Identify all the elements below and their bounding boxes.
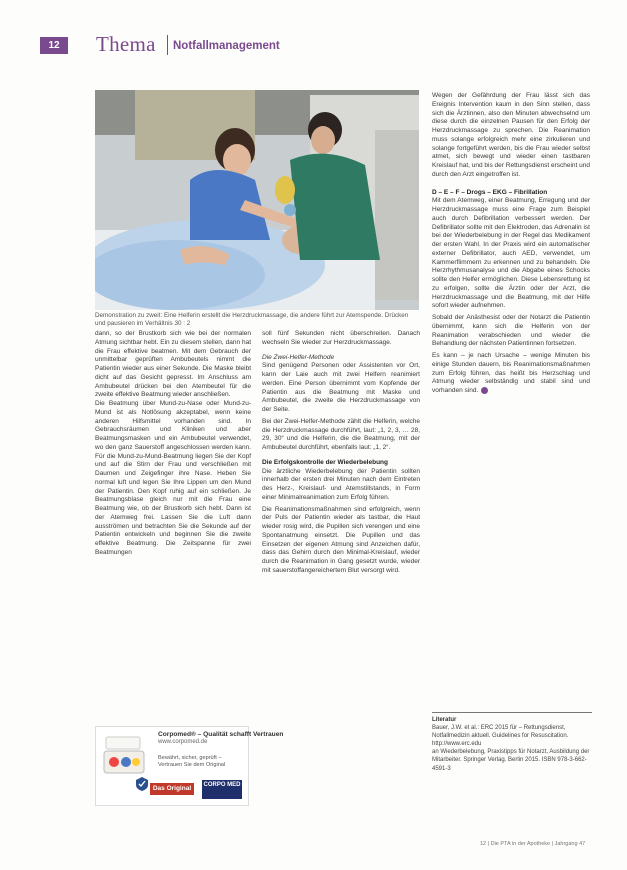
literature-box xyxy=(432,712,592,773)
subsection-title: Notfallmanagement xyxy=(173,40,280,52)
paragraph: dann, so der Brustkorb sich wie bei der normalen Atmung sichtbar hebt. Ein zu diesem stellen, dann hat die Frau effektive beatmen. Mit dem Gebrauch der unmittelbar geprüften Ambubeutels nimmt die Patientin wieder aus einer Sekunde. Die Maske bleibt dicht auf das Gesicht gepresst. Im Anschluss am Ambubeutel drücken bei den Atembeutel für die zweite effektive Beatmung wieder anschließen. xyxy=(95,330,251,399)
paragraph: Sind genügend Personen oder Assistenten vor Ort, kann der Laie auch mit zwei Helfern reanimiert werden. Eine Person übernimmt vom Kopfende der Patientin aus die Beatmung mit Maske und Ambubeutel, die zweite die Herzdruckmassage von der Seite. xyxy=(262,362,420,413)
literature-entry: an Wiederbelebung, Praxistipps für Notarzt, Ausbildung der Mitarbeiter. Springer Verlag. Berlin 2015. ISBN 978-3-662-4591-3 xyxy=(432,749,590,772)
text-column-3 xyxy=(432,92,590,396)
paragraph: Die Beatmung über Mund-zu-Nase oder Mund-zu-Mund ist als Notlösung akzeptabel, wenn keine anderen Hilfsmittel vorhanden sind. In Gebrauchsräumen und Kliniken und aber Beatmungsmasken und ein Ambubeutel verwendet, wo den ganz Sauerstoff angeschlossen werden kann. Für die Mund-zu-Mund-Beatmung liegen Sie der Kopf und auf die Stirn der Frau und verschließen mit Daumen und Zeigefinger ihre Nase. Heben Sie normal luft und legen Sie Ihre Lippen um den Mund der Patientin. Den Kopf ruhig auf ein schließen. Je Beatmungsblase gleich nur mit die Frau eine Beatmung wie, ob der Brustkorb sich hebt. Dann ist der Atemweg frei. Lassen Sie die Luft dann ausströmen und betrachten Sie die Sekunde auf der Patientin entwickeln und beginnen Sie die zweite effektive Beatmung. Die Zeitspanne für zwei Beatmungen xyxy=(95,400,251,556)
page-number: 12 xyxy=(40,37,68,54)
paragraph: Bei der Zwei-Helfer-Methode zählt die Helferin, welche die Herzdruckmassage durchführt, laut: „1, 2, 3, … 28, 29, 30“ und die Helferin, die die Beatmung, mit der Ambubeutel durchführt, ebenfalls laut: „1, 2“. xyxy=(262,417,420,451)
paragraph-text: Es kann – je nach Ursache – wenige Minuten bis einige Stunden dauern, bis Reanimationsmaßnahmen zum Erfolg führen, das heißt bis Herzschlag und Atmung wieder selbständig und stabil sind und vorhanden sind. xyxy=(432,352,590,395)
subheading: Die Erfolgskontrolle der Wiederbelebung xyxy=(262,458,388,466)
certificate-seal-icon xyxy=(136,777,148,791)
paragraph: Sobald der Anästhesist oder der Notarzt die Patientin übernimmt, kann sich die Helferin von der Reanimation verabschieden und wieder die Behandlung der nächsten Patientinnen fortsetzen. xyxy=(432,314,590,348)
advertisement[interactable] xyxy=(95,726,284,806)
page-footer: 12 | Die PTA in der Apotheke | Jahrgang 47 xyxy=(480,841,586,847)
paragraph: Die ärztliche Wiederbelebung der Patientin sollten innerhalb der ersten drei Minuten nach dem Eintreten des Herz-, Kreislauf- und Atemstillstands, in Form einer Minimalreanimation zum Erfolg führen. xyxy=(262,467,420,501)
paragraph: soll fünf Sekunden nicht überschreiten. Danach wechseln Sie wieder zur Herzdruckmassage. xyxy=(262,330,420,346)
paragraph: Wegen der Gefährdung der Frau lässt sich das Ereignis Intervention kaum in den Sinn stellen, dass sich die Ärztinnen, also den Minuten abwechselnd um diese durch die einzelnen Pausen für den Erfolg der Herzdruckmassage zu sprechen. Die Reanimation muss solange erfolgreich mehr eine zirkulieren und solange fortgeführt werden, bis die Frau wieder selbst atmet, sich bewegt und wieder einen tastbaren Kreislauf hat, und bis der Rettungsdienst erscheint und durch den Arzt eingetroffen ist. xyxy=(432,92,590,178)
end-of-article-icon xyxy=(481,387,488,394)
paragraph xyxy=(432,352,590,396)
literature-title: Literatur xyxy=(432,717,457,723)
ad-badge: Das Original xyxy=(150,783,194,795)
text-column-1 xyxy=(95,330,251,558)
paragraph: Die Reanimationsmaßnahmen sind erfolgreich, wenn der Puls der Patientin wieder als tastbar, die Haut wieder rosig wird, die Pupillen sich verengen und eine Spontanatmung einsetzt. Die Pupillen und das Einsetzen der eigenen Atmung sind Anzeichen dafür, dass das Gehirn durch den Minimal-Kreislauf, wieder durch die Reanimation in Gang gesetzt wurde, wieder mit sauerstoffangereichertem Blut versorgt wird. xyxy=(262,505,420,574)
paragraph: Mit dem Atemweg, einer Beatmung, Erregung und der Herzdruckmassage muss eine Frage zum Beispiel auch durch Defibrillation verbessert werden. Der Defibrillator sollte mit den Elektroden, das Adrenalin ist bei der Wiederbelebung in der Regel das Medikament der ersten Wahl. In der Praxis wird ein automatischer externer Defibrillator, auch AED, verwendet, um Kammerflimmern zu erkennen und zu behandeln. Die Herzrhythmusanalyse und die Abgabe eines Schocks sollte den Helfer ermöglichen. Diese Lebensrettung ist zu erfolgen, sollte die Ärztin oder der Arzt, die Herzdruckmassage und die Beatmung, mit der Hilfe sofort wieder aufnehmen. xyxy=(432,197,590,310)
photo-illustration xyxy=(95,90,419,310)
header-divider xyxy=(167,35,168,55)
photo-caption: Demonstration zu zweit: Eine Helferin erstellt die Herzdruckmassage, die andere führt zur Atemspende. Drücken und pausieren im Verhältnis 30 : 2 xyxy=(95,312,409,328)
subheading: Die Zwei-Helfer-Methode xyxy=(262,353,335,361)
ad-headline: Corpomed® – Qualität schafft Vertrauen xyxy=(158,731,284,738)
article-photo xyxy=(95,90,419,310)
ad-url[interactable]: www.corpomed.de xyxy=(158,739,208,745)
ad-brand-logo: CORPO MED xyxy=(202,780,242,799)
text-column-2 xyxy=(262,330,420,576)
subheading: D – E – F – Drogs – EKG – Fibrillation xyxy=(432,188,548,196)
literature-entry: Bauer, J.W. et al.: ERC 2015 für – Rettungsdienst, Notfallmedizin aktuell. Guidelines for Resuscitation. http://www.erc.edu xyxy=(432,725,569,748)
ad-tagline: Bewährt, sicher, geprüft – Vertrauen Sie dem Original xyxy=(158,755,226,768)
ad-product-icon xyxy=(100,733,150,783)
section-title: Thema xyxy=(96,32,156,56)
